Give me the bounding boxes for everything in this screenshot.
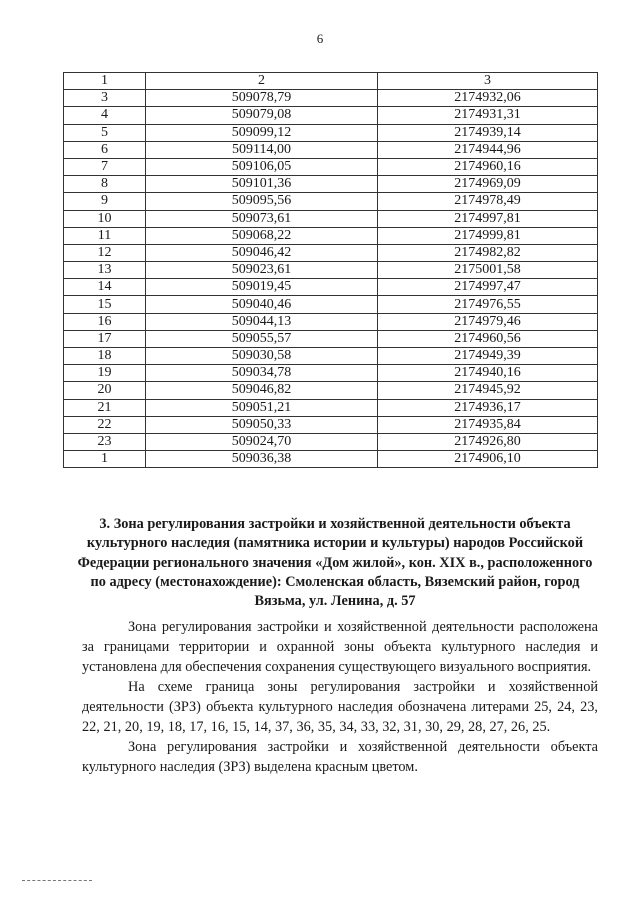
x-coordinate-cell: 509101,36 xyxy=(146,176,378,193)
y-coordinate-cell: 2174997,47 xyxy=(378,279,598,296)
y-coordinate-cell: 2174926,80 xyxy=(378,433,598,450)
table-row xyxy=(64,296,598,313)
y-coordinate-cell: 2175001,58 xyxy=(378,262,598,279)
y-coordinate-cell: 2174997,81 xyxy=(378,210,598,227)
coordinates-table xyxy=(63,72,598,468)
x-coordinate-cell: 509023,61 xyxy=(146,262,378,279)
y-coordinate-cell: 2174945,92 xyxy=(378,382,598,399)
y-coordinate-cell: 2174949,39 xyxy=(378,348,598,365)
point-number-cell: 1 xyxy=(64,451,146,468)
table-row xyxy=(64,382,598,399)
x-coordinate-cell: 509055,57 xyxy=(146,330,378,347)
x-coordinate-cell: 509036,38 xyxy=(146,451,378,468)
y-coordinate-cell: 2174978,49 xyxy=(378,193,598,210)
point-number-cell: 8 xyxy=(64,176,146,193)
x-coordinate-cell: 509114,00 xyxy=(146,141,378,158)
table-row xyxy=(64,348,598,365)
point-number-cell: 17 xyxy=(64,330,146,347)
table-row xyxy=(64,262,598,279)
y-coordinate-cell: 2174931,31 xyxy=(378,107,598,124)
point-number-cell: 22 xyxy=(64,416,146,433)
point-number-cell: 9 xyxy=(64,193,146,210)
y-coordinate-cell: 2174960,56 xyxy=(378,330,598,347)
section-heading: 3. Зона регулирования застройки и хозяйственной деятельности объекта культурного наследия (памятника истории и культуры) народов Российской Федерации регионального значения «Дом жилой», кон. XIX в., расположенного по адресу (местонахождение): Смоленская область, Вяземский район, город Вязьма, ул. Ленина, д. 57 xyxy=(77,516,593,610)
point-number-cell: 19 xyxy=(64,365,146,382)
y-coordinate-cell: 2174969,09 xyxy=(378,176,598,193)
point-number-cell: 20 xyxy=(64,382,146,399)
paragraph: Зона регулирования застройки и хозяйственной деятельности расположена за границами территории и охранной зоны объекта культурного наследия и установлена для обеспечения сохранения существующего визуального восприятия. xyxy=(82,619,598,675)
table-row xyxy=(64,124,598,141)
point-number-cell: 12 xyxy=(64,244,146,261)
table-row xyxy=(64,141,598,158)
y-coordinate-cell: 2174935,84 xyxy=(378,416,598,433)
y-coordinate-cell: 2174939,14 xyxy=(378,124,598,141)
table-row xyxy=(64,244,598,261)
y-coordinate-cell: 2174999,81 xyxy=(378,227,598,244)
x-coordinate-cell: 509095,56 xyxy=(146,193,378,210)
x-coordinate-cell: 509051,21 xyxy=(146,399,378,416)
point-number-cell: 18 xyxy=(64,348,146,365)
x-coordinate-cell: 509099,12 xyxy=(146,124,378,141)
page-number: 6 xyxy=(316,31,324,46)
point-number-cell: 21 xyxy=(64,399,146,416)
x-coordinate-cell: 509106,05 xyxy=(146,158,378,175)
paragraph: На схеме граница зоны регулирования застройки и хозяйственной деятельности (ЗРЗ) объекта культурного наследия обозначена литерами 25, 24, 23, 22, 21, 20, 19, 18, 17, 16, 15, 14, 37, 36, 35, 34, 33, 32, 31, 30, 29, 28, 27, 26, 25. xyxy=(82,679,598,735)
x-coordinate-cell: 509046,82 xyxy=(146,382,378,399)
x-coordinate-cell: 509044,13 xyxy=(146,313,378,330)
header-cell: 1 xyxy=(64,73,146,90)
x-coordinate-cell: 509034,78 xyxy=(146,365,378,382)
y-coordinate-cell: 2174932,06 xyxy=(378,90,598,107)
point-number-cell: 3 xyxy=(64,90,146,107)
y-coordinate-cell: 2174982,82 xyxy=(378,244,598,261)
x-coordinate-cell: 509079,08 xyxy=(146,107,378,124)
x-coordinate-cell: 509078,79 xyxy=(146,90,378,107)
footer-divider xyxy=(22,880,92,881)
x-coordinate-cell: 509073,61 xyxy=(146,210,378,227)
table-row xyxy=(64,365,598,382)
point-number-cell: 5 xyxy=(64,124,146,141)
table-row xyxy=(64,90,598,107)
table-row xyxy=(64,399,598,416)
y-coordinate-cell: 2174936,17 xyxy=(378,399,598,416)
x-coordinate-cell: 509019,45 xyxy=(146,279,378,296)
y-coordinate-cell: 2174979,46 xyxy=(378,313,598,330)
table-row xyxy=(64,451,598,468)
table-row xyxy=(64,210,598,227)
table-row xyxy=(64,227,598,244)
table-row xyxy=(64,176,598,193)
point-number-cell: 16 xyxy=(64,313,146,330)
table-row xyxy=(64,330,598,347)
point-number-cell: 6 xyxy=(64,141,146,158)
header-cell: 2 xyxy=(146,73,378,90)
table-row xyxy=(64,158,598,175)
table-row xyxy=(64,313,598,330)
header-cell: 3 xyxy=(378,73,598,90)
point-number-cell: 11 xyxy=(64,227,146,244)
point-number-cell: 13 xyxy=(64,262,146,279)
point-number-cell: 15 xyxy=(64,296,146,313)
x-coordinate-cell: 509040,46 xyxy=(146,296,378,313)
x-coordinate-cell: 509030,58 xyxy=(146,348,378,365)
point-number-cell: 7 xyxy=(64,158,146,175)
point-number-cell: 4 xyxy=(64,107,146,124)
x-coordinate-cell: 509046,42 xyxy=(146,244,378,261)
table-row xyxy=(64,107,598,124)
point-number-cell: 14 xyxy=(64,279,146,296)
table-row xyxy=(64,416,598,433)
y-coordinate-cell: 2174906,10 xyxy=(378,451,598,468)
table-row xyxy=(64,279,598,296)
x-coordinate-cell: 509050,33 xyxy=(146,416,378,433)
point-number-cell: 10 xyxy=(64,210,146,227)
y-coordinate-cell: 2174944,96 xyxy=(378,141,598,158)
x-coordinate-cell: 509024,70 xyxy=(146,433,378,450)
y-coordinate-cell: 2174976,55 xyxy=(378,296,598,313)
y-coordinate-cell: 2174940,16 xyxy=(378,365,598,382)
table-header-row xyxy=(64,73,598,90)
table-row xyxy=(64,433,598,450)
point-number-cell: 23 xyxy=(64,433,146,450)
y-coordinate-cell: 2174960,16 xyxy=(378,158,598,175)
table-row xyxy=(64,193,598,210)
x-coordinate-cell: 509068,22 xyxy=(146,227,378,244)
paragraph: Зона регулирования застройки и хозяйственной деятельности объекта культурного наследия (ЗРЗ) выделена красным цветом. xyxy=(82,739,598,775)
body-text xyxy=(82,617,598,777)
